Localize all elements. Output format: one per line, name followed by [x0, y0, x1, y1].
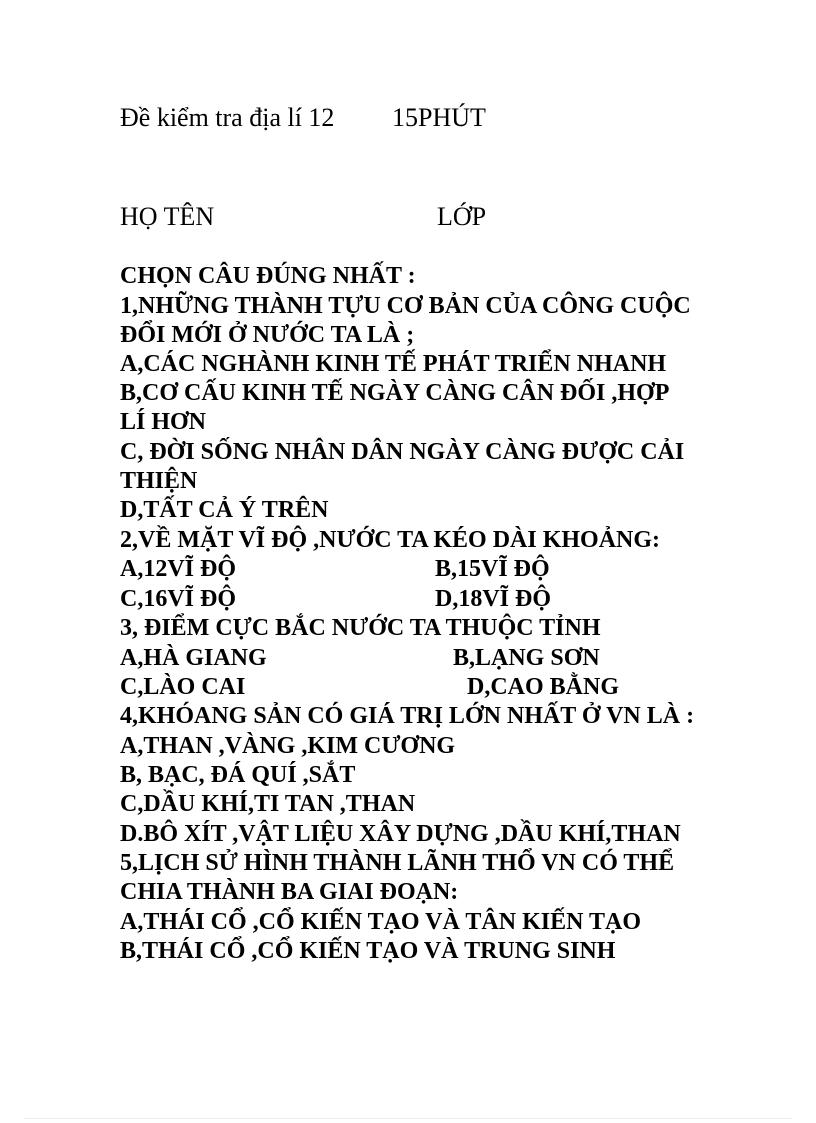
question-2-option-c: C,16VĨ ĐỘ [120, 586, 237, 612]
instruction: CHỌN CÂU ĐÚNG NHẤT : [120, 263, 416, 289]
question-4-option-b: B, BẠC, ĐÁ QUÍ ,SẮT [120, 762, 356, 788]
question-5-stem-line-1: 5,LỊCH SỬ HÌNH THÀNH LÃNH THỔ VN CÓ THỂ [120, 850, 675, 876]
question-1-option-a: A,CÁC NGHÀNH KINH TẾ PHÁT TRIỂN NHANH [120, 351, 667, 377]
question-4-stem: 4,KHÓANG SẢN CÓ GIÁ TRỊ LỚN NHẤT Ở VN LÀ : [120, 703, 695, 729]
question-4-option-d: D.BÔ XÍT ,VẬT LIỆU XÂY DỰNG ,DẦU KHÍ,THAN [120, 821, 681, 847]
question-3-option-d: D,CAO BẰNG [467, 674, 620, 700]
question-2-option-d: D,18VĨ ĐỘ [435, 586, 552, 612]
question-5-option-b: B,THÁI CỔ ,CỔ KIẾN TẠO VÀ TRUNG SINH [120, 938, 616, 964]
question-3-option-b: B,LẠNG SƠN [453, 645, 600, 671]
question-1-option-c-line-2: THIỆN [120, 468, 198, 494]
question-3-option-c: C,LÀO CAI [120, 674, 246, 700]
question-1-stem-line-2: ĐỔI MỚI Ở NƯỚC TA LÀ ; [120, 322, 415, 348]
exam-title: Đề kiểm tra địa lí 12 [120, 103, 335, 132]
question-3-option-a: A,HÀ GIANG [120, 645, 267, 671]
student-name-label: HỌ TÊN [120, 202, 215, 231]
class-label: LỚP [437, 202, 487, 231]
question-4-option-c: C,DẦU KHÍ,TI TAN ,THAN [120, 791, 416, 817]
question-4-option-a: A,THAN ,VÀNG ,KIM CƯƠNG [120, 733, 456, 759]
exam-duration: 15PHÚT [392, 103, 486, 132]
question-3-stem: 3, ĐIỂM CỰC BẮC NƯỚC TA THUỘC TỈNH [120, 615, 601, 641]
question-2-stem: 2,VỀ MẶT VĨ ĐỘ ,NƯỚC TA KÉO DÀI KHOẢNG: [120, 527, 661, 553]
question-2-option-b: B,15VĨ ĐỘ [435, 556, 550, 582]
question-1-option-d: D,TẤT CẢ Ý TRÊN [120, 497, 329, 523]
page-bottom-divider [24, 1118, 792, 1119]
question-1-option-b-line-2: LÍ HƠN [120, 409, 207, 435]
question-1-option-b-line-1: B,CƠ CẤU KINH TẾ NGÀY CÀNG CÂN ĐỐI ,HỢP [120, 380, 670, 406]
question-5-option-a: A,THÁI CỔ ,CỔ KIẾN TẠO VÀ TÂN KIẾN TẠO [120, 909, 641, 935]
question-5-stem-line-2: CHIA THÀNH BA GIAI ĐOẠN: [120, 879, 459, 905]
question-1-stem-line-1: 1,NHỮNG THÀNH TỰU CƠ BẢN CỦA CÔNG CUỘC [120, 293, 691, 319]
question-1-option-c-line-1: C, ĐỜI SỐNG NHÂN DÂN NGÀY CÀNG ĐƯỢC CẢI [120, 439, 685, 465]
question-2-option-a: A,12VĨ ĐỘ [120, 556, 237, 582]
